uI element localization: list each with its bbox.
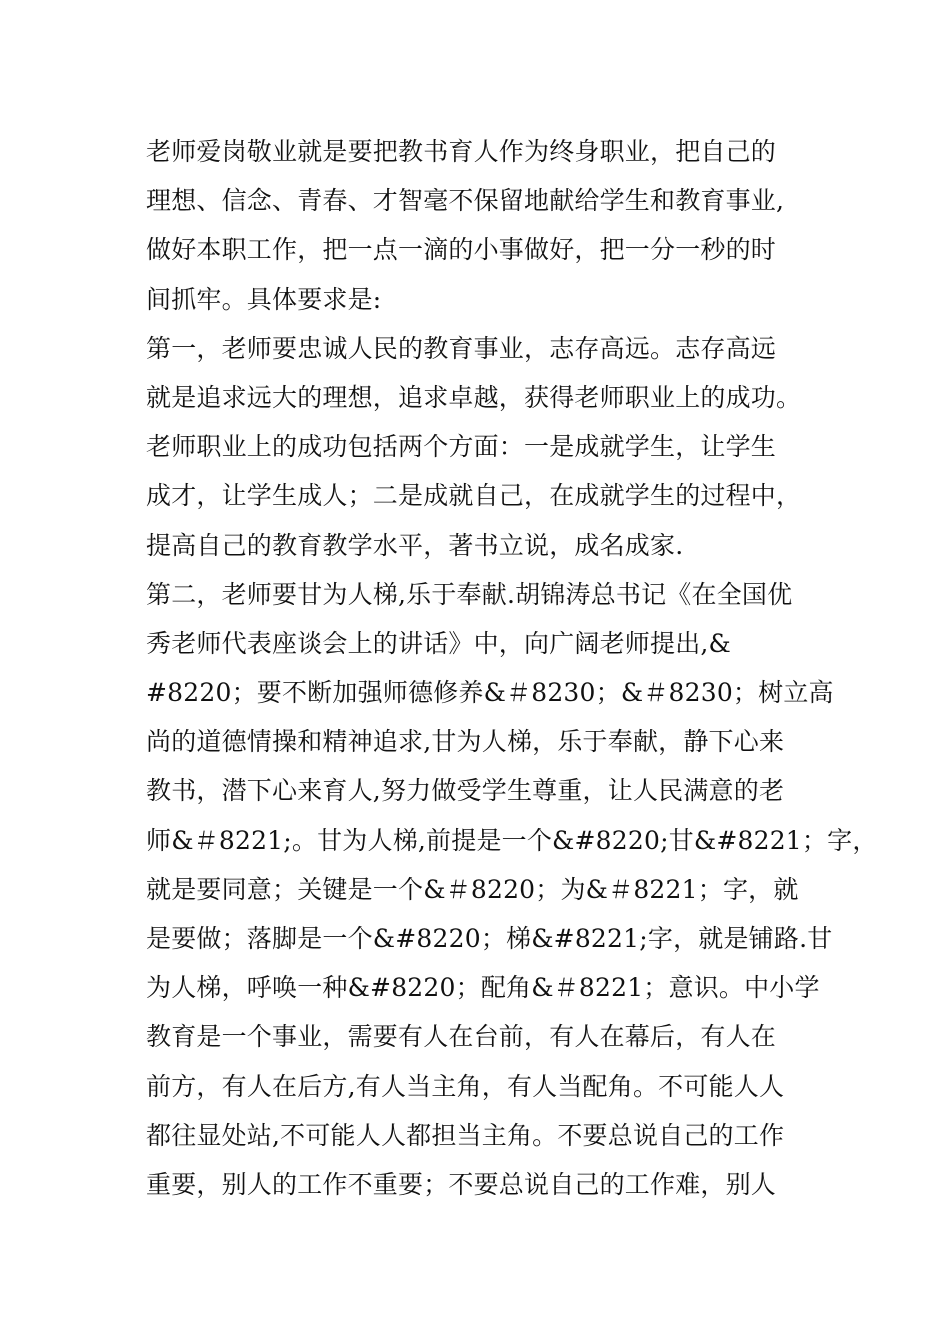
text-line: 教书，潜下心来育人,努力做受学生尊重，让人民满意的老 <box>146 776 785 806</box>
text-line: 重要，别人的工作不重要；不要总说自己的工作难，别人 <box>146 1169 777 1199</box>
text-line: 师&＃8221;。甘为人梯,前提是一个&#8220;甘&#8221；字， <box>146 825 878 855</box>
text-line: 老师爱岗敬业就是要把教书育人作为终身职业，把自己的 <box>146 137 777 166</box>
text-line: 就是要同意；关键是一个&＃8220；为&＃8221；字，就 <box>146 874 799 904</box>
text-line: 教育是一个事业，需要有人在台前，有人在幕后，有人在 <box>146 1022 777 1052</box>
text-line: 就是追求远大的理想，追求卓越，获得老师职业上的成功。 <box>146 382 802 412</box>
text-line: 前方，有人在后方,有人当主角，有人当配角。不可能人人 <box>146 1071 785 1101</box>
text-line: 是要做；落脚是一个&#8220；梯&#8221;字，就是铺路.甘 <box>146 924 833 953</box>
text-line: 成才，让学生成人；二是成就自己，在成就学生的过程中， <box>146 481 802 511</box>
text-line: 尚的道德情操和精神追求,甘为人梯，乐于奉献，静下心来 <box>146 727 785 757</box>
text-line: 老师职业上的成功包括两个方面：一是成就学生，让学生 <box>146 432 777 462</box>
text-line: 提高自己的教育教学水平，著书立说，成名成家. <box>146 530 684 560</box>
text-line: 第二，老师要甘为人梯,乐于奉献.胡锦涛总书记《在全国优 <box>146 579 793 609</box>
text-line: 第一，老师要忠诚人民的教育事业，志存高远。志存高远 <box>146 333 777 363</box>
text-line: #8220；要不断加强师德修养&＃8230；&＃8230；树立高 <box>146 678 834 708</box>
text-line: 做好本职工作，把一点一滴的小事做好，把一分一秒的时 <box>146 235 777 265</box>
text-line: 都往显处站,不可能人人都担当主角。不要总说自己的工作 <box>146 1120 785 1150</box>
text-line: 为人梯，呼唤一种&#8220；配角&＃8221；意识。中小学 <box>146 973 820 1003</box>
body-text <box>146 127 878 1209</box>
text-line: 秀老师代表座谈会上的讲话》中，向广阔老师提出,& <box>146 628 732 658</box>
text-line: 理想、信念、青春、才智毫不保留地献给学生和教育事业, <box>146 186 785 216</box>
text-line: 间抓牢。具体要求是: <box>146 284 382 314</box>
